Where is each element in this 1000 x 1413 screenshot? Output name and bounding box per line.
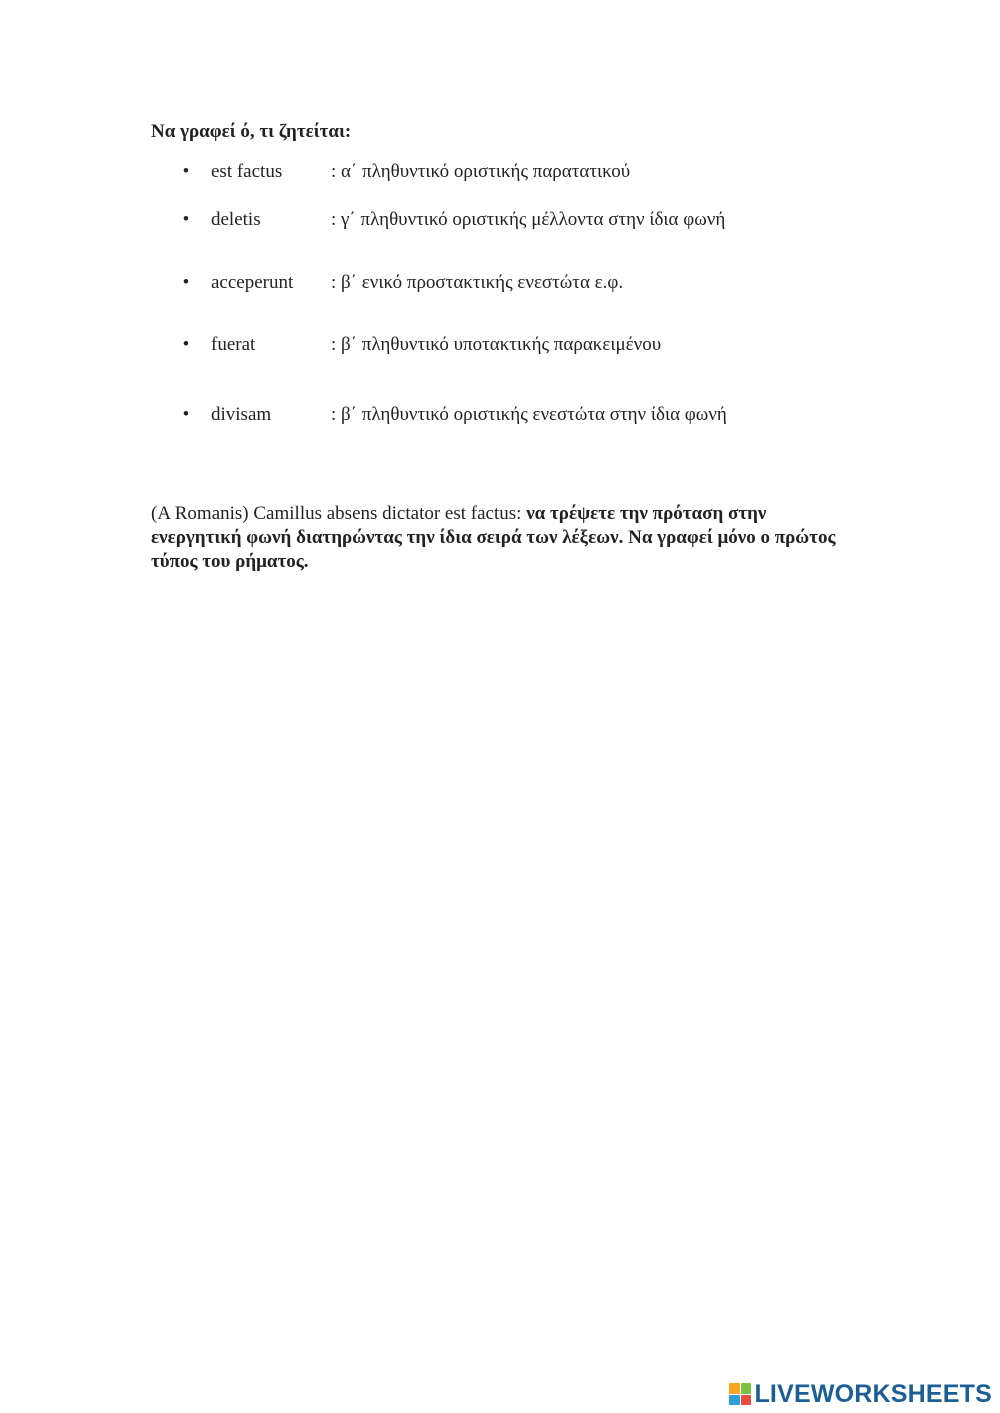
latin-term: deletis bbox=[211, 209, 261, 230]
liveworksheets-logo bbox=[729, 1381, 992, 1407]
bullet: • bbox=[182, 272, 190, 293]
latin-sentence: (A Romanis) Camillus absens dictator est factus: bbox=[151, 503, 527, 524]
grammar-requirement: : β΄ ενικό προστακτικής ενεστώτα ε.φ. bbox=[331, 272, 624, 293]
latin-term: divisam bbox=[211, 404, 272, 425]
logo-square-blue bbox=[729, 1395, 740, 1406]
logo-square-red bbox=[741, 1395, 752, 1406]
grammar-requirement: : α΄ πληθυντικό οριστικής παρατατικού bbox=[331, 161, 631, 182]
grammar-requirement: : γ΄ πληθυντικό οριστικής μέλλοντα στην ίδια φωνή bbox=[331, 209, 726, 230]
latin-term: fuerat bbox=[211, 334, 256, 355]
latin-term: acceperunt bbox=[211, 272, 294, 293]
exercise-item bbox=[0, 402, 1000, 428]
exercise-item bbox=[0, 159, 1000, 185]
grammar-requirement: : β΄ πληθυντικό οριστικής ενεστώτα στην ίδια φωνή bbox=[331, 404, 727, 425]
logo-square-orange bbox=[729, 1383, 740, 1394]
bullet: • bbox=[182, 209, 190, 230]
logo-square-green bbox=[741, 1383, 752, 1394]
task-instruction: να τρέψετε την πρόταση στην ενεργητική φωνή διατηρώντας την ίδια σειρά των λέξεων. Να γραφεί μόνο ο πρώτος τύπος του ρήματος. bbox=[151, 503, 836, 572]
bullet: • bbox=[182, 404, 190, 425]
bullet: • bbox=[182, 334, 190, 355]
liveworksheets-logo-icon bbox=[729, 1383, 751, 1405]
exercise-item bbox=[0, 207, 1000, 233]
exercise-item bbox=[0, 270, 1000, 296]
latin-term: est factus bbox=[211, 161, 283, 182]
exercise-item bbox=[0, 332, 1000, 358]
worksheet-heading: Να γραφεί ό, τι ζητείται: bbox=[151, 121, 352, 142]
brand-name: LIVEWORKSHEETS bbox=[754, 1380, 992, 1408]
grammar-requirement: : β΄ πληθυντικό υποτακτικής παρακειμένου bbox=[331, 334, 662, 355]
bullet: • bbox=[182, 161, 190, 182]
transformation-exercise bbox=[151, 502, 841, 574]
